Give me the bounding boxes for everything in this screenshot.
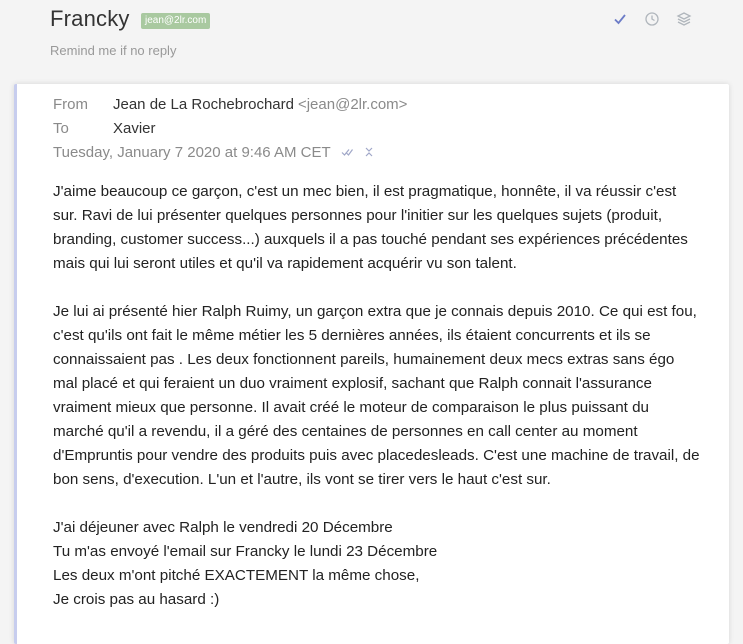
to-name[interactable]: Xavier — [113, 119, 156, 137]
message-header — [53, 92, 407, 164]
check-icon[interactable] — [611, 10, 629, 28]
message-card — [14, 84, 729, 644]
email-subject: Francky — [50, 6, 130, 31]
email-topbar — [0, 0, 743, 80]
from-row — [53, 92, 407, 116]
body-paragraph-2: Je lui ai présenté hier Ralph Ruimy, un garçon extra que je connais depuis 2010. Ce qui est fou, c'est qu'ils ont fait le même métier les 5 dernières années, ils étaient concurrents et ils se connaissaient pas . Les deux fonctionnent pareils, humainement deux mecs extras sans égo mal placé et qui feraient un duo vraiment explosif, sachant que Ralph connait l'assurance vraiment mieux que personne. Il avait créé le moteur de comparaison le plus puissant du marché qu'il a revendu, il a géré des centaines de personnes en call center au moment d'Empruntis pour vendre des produits puis avec placedesleads. C'est une machine de travail, de bon sens, d'execution. L'un et l'autre, ils vont se tirer vers le haut c'est sur. — [53, 303, 700, 488]
collapse-icon[interactable] — [363, 146, 375, 158]
date-row — [53, 140, 407, 164]
to-row — [53, 116, 407, 140]
clock-icon[interactable] — [643, 10, 661, 28]
body-paragraph-3: J'ai déjeuner avec Ralph le vendredi 20 Décembre Tu m'as envoyé l'email sur Francky le lundi 23 Décembre Les deux m'ont pitché EXACTEMENT la même chose, Je crois pas au hasard :) — [53, 519, 438, 608]
account-tag[interactable]: jean@2lr.com — [141, 13, 210, 29]
message-date: Tuesday, January 7 2020 at 9:46 AM CET — [53, 143, 331, 161]
layers-icon[interactable] — [675, 10, 693, 28]
from-email[interactable]: <jean@2lr.com> — [297, 95, 408, 113]
double-check-icon[interactable] — [341, 146, 353, 158]
message-body — [53, 180, 703, 636]
from-label: From — [53, 95, 88, 113]
from-name[interactable]: Jean de La Rochebrochard — [113, 95, 294, 113]
remind-me-link[interactable]: Remind me if no reply — [50, 43, 177, 58]
thread-actions — [611, 10, 693, 28]
to-label: To — [53, 119, 69, 137]
body-paragraph-1: J'aime beaucoup ce garçon, c'est un mec bien, il est pragmatique, honnête, il va réussir c'est sur. Ravi de lui présenter quelques personnes pour l'initier sur les quelques sujets (produit, branding, customer success...) auxquels il a pas touché pendant ses expériences précédentes mais qui lui seront utiles et qu'il va rapidement acquérir vu son talent. — [53, 183, 688, 272]
